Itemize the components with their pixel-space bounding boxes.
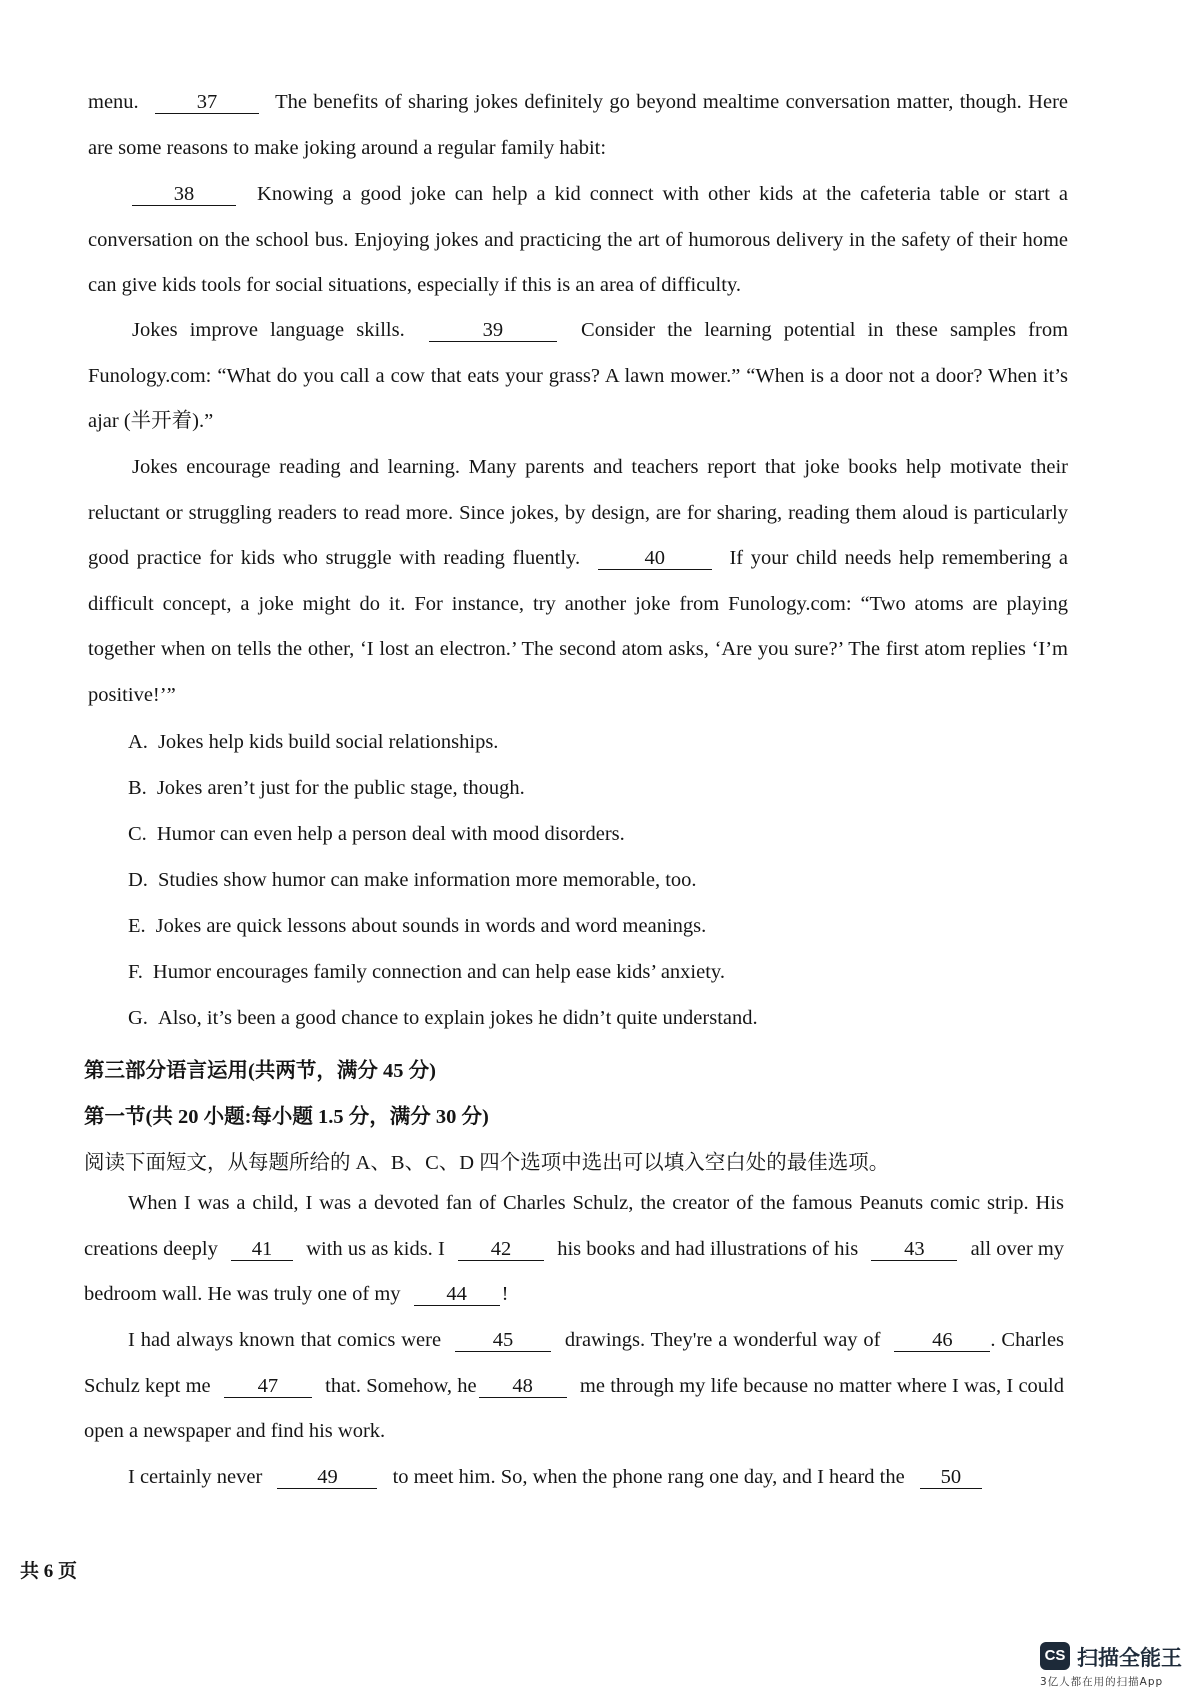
cloze-paragraph-3 bbox=[84, 1455, 1064, 1501]
option-e[interactable] bbox=[128, 915, 1068, 938]
cloze-paragraph-1 bbox=[84, 1181, 1064, 1318]
option-text: Jokes are quick lessons about sounds in words and word meanings. bbox=[155, 915, 707, 937]
answer-blank-46[interactable]: 46 bbox=[894, 1329, 990, 1352]
paragraph-text: all over my bedroom wall. He was truly one of my bbox=[84, 1237, 1065, 1305]
answer-blank-47[interactable]: 47 bbox=[224, 1375, 312, 1398]
option-text: Humor encourages family connection and can help ease kids’ anxiety. bbox=[152, 961, 725, 983]
option-a[interactable] bbox=[128, 731, 1068, 754]
paragraph-text: Jokes encourage reading and learning. Many parents and teachers report that joke books help motivate their reluctant or struggling readers to read more. Since jokes, by design, are for sharing, reading them aloud is particularly good practice for kids who struggle with reading fluently. bbox=[88, 456, 1068, 569]
watermark-app-name: 扫描全能王 bbox=[1077, 1646, 1182, 1670]
answer-blank-50[interactable]: 50 bbox=[920, 1466, 982, 1489]
option-letter: D. bbox=[128, 869, 148, 891]
paragraph-text: me through my life because no matter where I was, I could open a newspaper and find his work. bbox=[84, 1374, 1064, 1442]
option-letter: C. bbox=[128, 823, 147, 845]
paragraph-38 bbox=[88, 172, 1068, 309]
paragraph-text: Knowing a good joke can help a kid connect with other kids at the cafeteria table or start a conversation on the school bus. Enjoying jokes and practicing the art of humorous delivery in the safety of their home can give kids tools for social situations, especially if this is an area of difficulty. bbox=[88, 183, 1069, 296]
answer-blank-45[interactable]: 45 bbox=[455, 1329, 551, 1352]
paragraph-text: with us as kids. I bbox=[306, 1237, 445, 1260]
watermark-tagline: 3亿人都在用的扫描App bbox=[1040, 1676, 1164, 1688]
option-g[interactable] bbox=[128, 1007, 1068, 1030]
cloze-paragraph-2 bbox=[84, 1318, 1064, 1455]
paragraph-text: menu. bbox=[88, 91, 139, 113]
paragraph-text: to meet him. So, when the phone rang one day, and I heard the bbox=[392, 1466, 905, 1488]
paragraph-text: Consider the learning potential in these samples from Funology.com: “What do you call a cow that eats your grass? A lawn mower.” “When is a door not a door? When it’s ajar (半开着).” bbox=[88, 319, 1069, 432]
option-letter: G. bbox=[128, 1007, 148, 1029]
option-text: Jokes aren’t just for the public stage, though. bbox=[156, 777, 525, 799]
answer-blank-42[interactable]: 42 bbox=[458, 1238, 544, 1261]
paragraph-text: . Charles Schulz kept me bbox=[84, 1329, 1065, 1397]
option-letter: F. bbox=[128, 961, 143, 983]
answer-blank-40[interactable]: 40 bbox=[598, 547, 712, 570]
option-text: Jokes help kids build social relationships. bbox=[157, 731, 499, 753]
camscanner-logo-icon: CS bbox=[1040, 1642, 1070, 1670]
page-count: 共 6 页 bbox=[20, 1561, 78, 1582]
section-sub-heading: 第一节(共 20 小题:每小题 1.5 分，满分 30 分) bbox=[84, 1106, 489, 1128]
paragraph-text: If your child needs help remembering a difficult concept, a joke might do it. For instance, try another joke from Funology.com: “Two atoms are playing together when on tells the other, ‘I lost an electron.’ The second atom asks, ‘Are you sure?’ The first atom replies ‘I’m positive!’” bbox=[88, 547, 1069, 706]
paragraph-39 bbox=[88, 308, 1068, 445]
option-f[interactable] bbox=[128, 961, 1068, 984]
paragraph-menu bbox=[88, 80, 1068, 171]
option-d[interactable] bbox=[128, 869, 1068, 892]
option-b[interactable] bbox=[128, 777, 1068, 800]
paragraph-text: drawings. They're a wonderful way of bbox=[564, 1329, 881, 1351]
answer-blank-37[interactable]: 37 bbox=[155, 91, 259, 114]
answer-blank-48[interactable]: 48 bbox=[479, 1375, 567, 1398]
scanner-watermark bbox=[1040, 1640, 1190, 1690]
paragraph-text: his books and had illustrations of his bbox=[557, 1237, 859, 1260]
option-text: Studies show humor can make information more memorable, too. bbox=[157, 869, 697, 891]
section-heading: 第三部分语言运用(共两节，满分 45 分) bbox=[84, 1060, 436, 1082]
option-text: Humor can even help a person deal with mood disorders. bbox=[156, 823, 625, 845]
answer-blank-41[interactable]: 41 bbox=[231, 1238, 293, 1261]
option-letter: A. bbox=[128, 731, 148, 753]
paragraph-text: I certainly never bbox=[128, 1466, 263, 1488]
answer-blank-44[interactable]: 44 bbox=[414, 1283, 500, 1306]
paragraph-text: I had always known that comics were bbox=[128, 1329, 442, 1351]
answer-blank-49[interactable]: 49 bbox=[277, 1466, 377, 1489]
option-c[interactable] bbox=[128, 823, 1068, 846]
section-instruction: 阅读下面短文，从每题所给的 A、B、C、D 四个选项中选出可以填入空白处的最佳选项。 bbox=[84, 1152, 890, 1174]
option-text: Also, it’s been a good chance to explain jokes he didn’t quite understand. bbox=[157, 1007, 758, 1029]
option-letter: B. bbox=[128, 777, 147, 799]
answer-blank-43[interactable]: 43 bbox=[871, 1238, 957, 1261]
paragraph-text: ! bbox=[501, 1283, 509, 1305]
answer-blank-38[interactable]: 38 bbox=[132, 183, 236, 206]
paragraph-40 bbox=[88, 445, 1068, 718]
paragraph-text: that. Somehow, he bbox=[325, 1374, 477, 1397]
option-letter: E. bbox=[128, 915, 146, 937]
paragraph-text: The benefits of sharing jokes definitely go beyond mealtime conversation matter, though. Here are some reasons to make joking around a regular family habit: bbox=[88, 91, 1068, 159]
paragraph-text: Jokes improve language skills. bbox=[132, 319, 405, 341]
paragraph-text: When I was a child, I was a devoted fan of Charles Schulz, the creator of the famous Peanuts comic strip. His creations deeply bbox=[84, 1192, 1064, 1260]
answer-blank-39[interactable]: 39 bbox=[429, 319, 557, 342]
